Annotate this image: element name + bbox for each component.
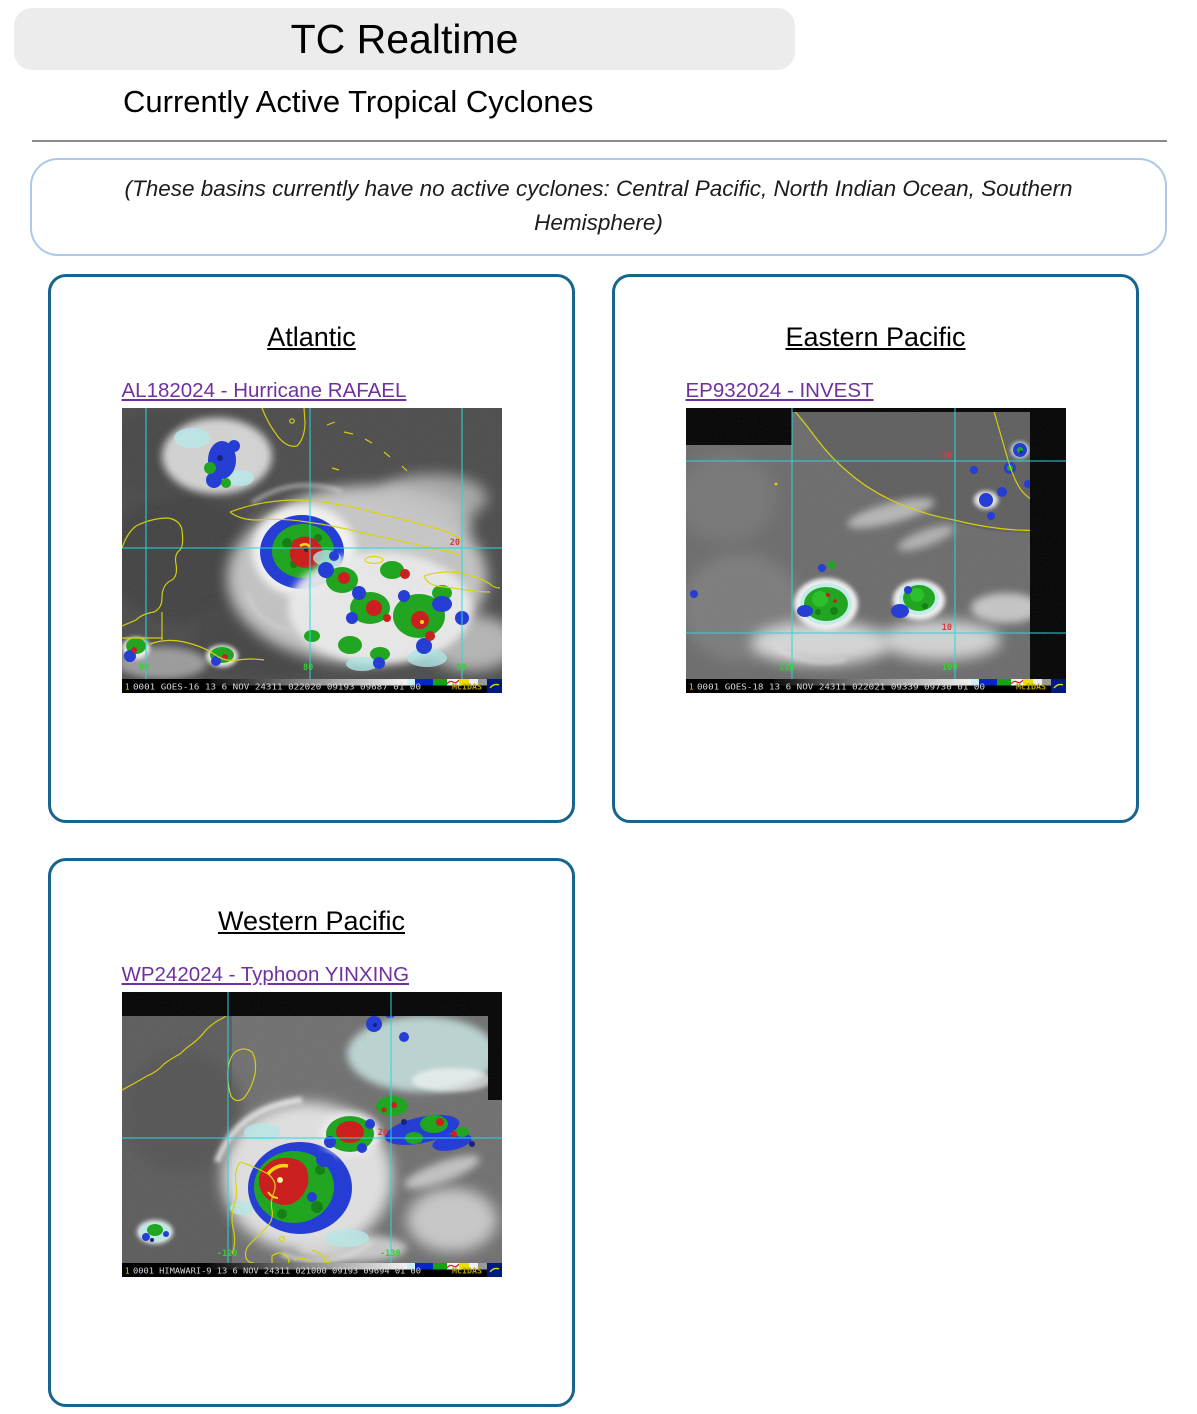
- mcidas-brand: McIDAS: [451, 682, 482, 691]
- frame-number: 1: [124, 1266, 130, 1275]
- lon-label: -130: [379, 1248, 400, 1259]
- basin-title-western-pacific: Western Pacific: [217, 905, 406, 936]
- basin-cards: [48, 274, 1197, 1407]
- header-divider: [32, 140, 1167, 142]
- image-noise: [686, 408, 1066, 679]
- satellite-image-atlantic-goes16: [122, 408, 502, 693]
- lon-label: 110: [778, 662, 794, 673]
- lon-label: 90: [138, 662, 149, 673]
- basin-title-atlantic: Atlantic: [267, 321, 356, 352]
- image-noise: [122, 992, 502, 1263]
- mcidas-brand: McIDAS: [451, 1266, 482, 1275]
- lat-label: 20: [377, 1127, 388, 1138]
- caption-bar: [122, 679, 502, 693]
- caption-text: 0001 GOES-18 13 6 NOV 24311 022021 09339 09730 01 00: [696, 682, 986, 691]
- basin-card-western-pacific: [48, 858, 575, 1407]
- lon-label: 100: [941, 662, 957, 673]
- lon-label: -120: [216, 1248, 237, 1259]
- storm-link-invest[interactable]: EP932024 - INVEST: [685, 378, 874, 402]
- page-subtitle: Currently Active Tropical Cyclones: [123, 84, 594, 119]
- frame-number: 1: [688, 682, 694, 691]
- lon-label: 80: [302, 662, 313, 673]
- lon-label: 70: [455, 662, 466, 673]
- caption-text: 0001 GOES-16 13 6 NOV 24311 022020 09193 09687 01 00: [132, 682, 422, 691]
- caption-text: 0001 HIMAWARI-9 13 6 NOV 24311 021000 09193 09694 01 00: [132, 1266, 421, 1275]
- caption-bar: [686, 679, 1066, 693]
- satellite-image-eastpac-goes18: [686, 408, 1066, 693]
- app-title: [14, 8, 795, 70]
- lat-label: 20: [941, 450, 952, 461]
- no-active-basins-notice: [30, 158, 1167, 256]
- storm-link-rafael[interactable]: AL182024 - Hurricane RAFAEL: [121, 378, 407, 402]
- app-title-text: TC Realtime: [290, 15, 519, 62]
- basin-card-atlantic: [48, 274, 575, 823]
- basin-card-eastern-pacific: [612, 274, 1139, 823]
- frame-number: 1: [124, 682, 130, 691]
- basin-title-eastern-pacific: Eastern Pacific: [785, 321, 966, 352]
- lat-label: 20: [449, 537, 460, 548]
- mcidas-brand: McIDAS: [1015, 682, 1046, 691]
- storm-link-yinxing[interactable]: WP242024 - Typhoon YINXING: [121, 962, 410, 986]
- notice-text: (These basins currently have no active cyclones: Central Pacific, North Indian Ocean, Southern Hemisphere): [124, 176, 1073, 235]
- caption-bar: [122, 1263, 502, 1277]
- image-noise: [122, 408, 502, 679]
- lat-label: 10: [941, 622, 952, 633]
- satellite-image-westpac-himawari9: [122, 992, 502, 1277]
